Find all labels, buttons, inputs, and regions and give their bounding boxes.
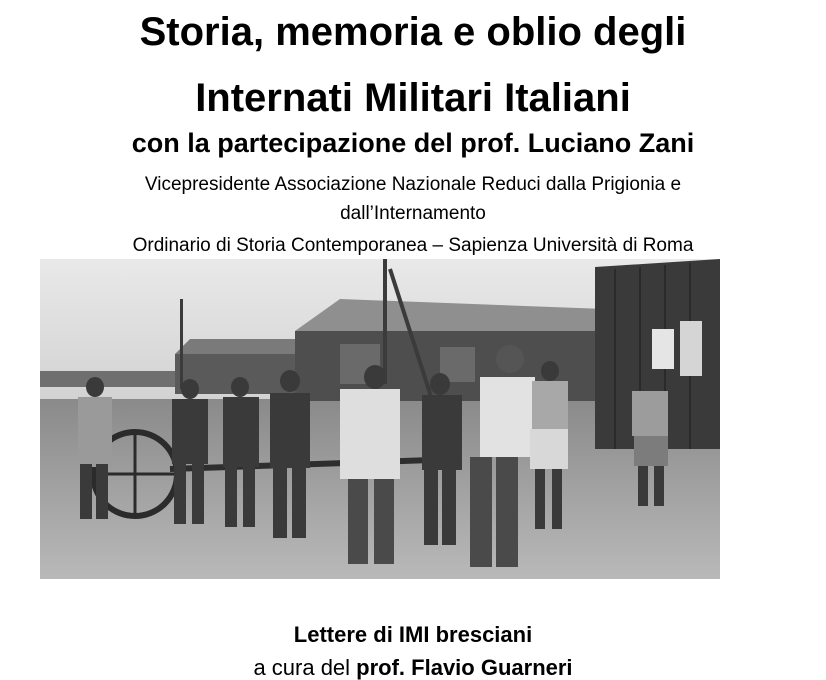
historical-camp-photo: [40, 259, 720, 579]
speaker-role-line-2: dall’Internamento: [340, 203, 486, 224]
poster-title-line-1: Storia, memoria e oblio degli: [139, 10, 687, 54]
speaker-role-line-3: Ordinario di Storia Contemporanea – Sapienza Università di Roma: [132, 235, 694, 256]
speaker-role-line-1: Vicepresidente Associazione Nazionale Reduci dalla Prigionia e: [144, 174, 682, 195]
curator-line: [0, 657, 826, 679]
letters-heading: Lettere di IMI bresciani: [293, 622, 533, 647]
curator-name: prof. Flavio Guarneri: [356, 655, 573, 680]
poster-title-line-2: Internati Militari Italiani: [195, 76, 631, 120]
guest-speaker-line: con la partecipazione del prof. Luciano Zani: [131, 128, 695, 158]
curator-prefix: a cura del: [253, 655, 357, 680]
camp-photo-illustration: [40, 259, 720, 579]
